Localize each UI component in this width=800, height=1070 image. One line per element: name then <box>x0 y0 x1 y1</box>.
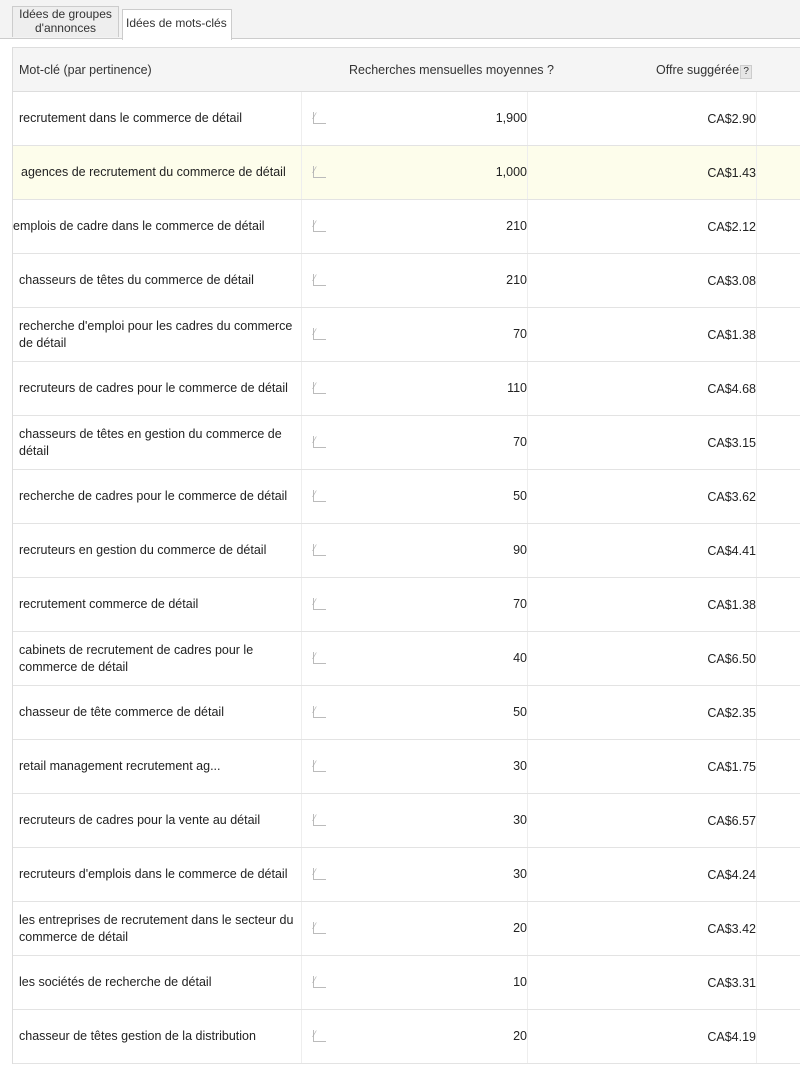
suggested-bid-cell: CA$6.57 <box>531 794 757 847</box>
trend-chart-icon[interactable]: ⁄ <box>313 166 326 178</box>
trend-chart-icon[interactable]: ⁄ <box>313 382 326 394</box>
table-row <box>13 848 800 902</box>
tab-bar <box>0 0 800 39</box>
table-row <box>13 578 800 632</box>
keyword-cell[interactable]: chasseurs de têtes en gestion du commerce de détail <box>13 416 302 469</box>
keyword-cell[interactable]: agences de recrutement du commerce de détail <box>13 146 302 199</box>
table-row <box>13 146 800 200</box>
table-row <box>13 92 800 146</box>
table-row <box>13 362 800 416</box>
table-row <box>13 740 800 794</box>
table-row <box>13 254 800 308</box>
monthly-searches-cell: 70 <box>343 308 528 361</box>
trend-chart-icon[interactable]: ⁄ <box>313 922 326 934</box>
trend-chart-icon[interactable]: ⁄ <box>313 868 326 880</box>
monthly-searches-cell: 10 <box>343 956 528 1009</box>
keyword-table <box>12 47 800 1064</box>
suggested-bid-cell: CA$3.42 <box>531 902 757 955</box>
keyword-cell[interactable]: recherche d'emploi pour les cadres du commerce de détail <box>13 308 302 361</box>
keyword-cell[interactable]: emplois de cadre dans le commerce de détail <box>13 200 302 253</box>
trend-chart-icon[interactable]: ⁄ <box>313 652 326 664</box>
trend-chart-icon[interactable]: ⁄ <box>313 976 326 988</box>
suggested-bid-cell: CA$2.90 <box>531 92 757 145</box>
keyword-cell[interactable]: retail management recrutement ag... <box>13 740 302 793</box>
suggested-bid-cell: CA$1.75 <box>531 740 757 793</box>
suggested-bid-cell: CA$4.24 <box>531 848 757 901</box>
monthly-searches-cell: 30 <box>343 848 528 901</box>
column-header-bid[interactable]: Offre suggérée <box>656 63 740 77</box>
monthly-searches-cell: 50 <box>343 470 528 523</box>
keyword-cell[interactable]: chasseurs de têtes du commerce de détail <box>13 254 302 307</box>
keyword-cell[interactable]: recrutement commerce de détail <box>13 578 302 631</box>
monthly-searches-cell: 1,000 <box>343 146 528 199</box>
keyword-cell[interactable]: chasseur de têtes gestion de la distribution <box>13 1010 302 1063</box>
keyword-cell[interactable]: recherche de cadres pour le commerce de détail <box>13 470 302 523</box>
suggested-bid-cell: CA$3.08 <box>531 254 757 307</box>
table-row <box>13 1010 800 1064</box>
trend-chart-icon[interactable]: ⁄ <box>313 436 326 448</box>
trend-chart-icon[interactable]: ⁄ <box>313 112 326 124</box>
monthly-searches-cell: 30 <box>343 794 528 847</box>
keyword-cell[interactable]: cabinets de recrutement de cadres pour le commerce de détail <box>13 632 302 685</box>
table-row <box>13 794 800 848</box>
monthly-searches-cell: 70 <box>343 416 528 469</box>
suggested-bid-cell: CA$1.43 <box>531 146 757 199</box>
keyword-cell[interactable]: recruteurs de cadres pour la vente au détail <box>13 794 302 847</box>
trend-chart-icon[interactable]: ⁄ <box>313 328 326 340</box>
keyword-cell[interactable]: recruteurs de cadres pour le commerce de détail <box>13 362 302 415</box>
keyword-cell[interactable]: les entreprises de recrutement dans le secteur du commerce de détail <box>13 902 302 955</box>
keyword-cell[interactable]: recrutement dans le commerce de détail <box>13 92 302 145</box>
keyword-cell[interactable]: les sociétés de recherche de détail <box>13 956 302 1009</box>
monthly-searches-cell: 210 <box>343 254 528 307</box>
tab-keyword-ideas[interactable]: Idées de mots-clés <box>122 9 232 40</box>
suggested-bid-cell: CA$1.38 <box>531 578 757 631</box>
trend-chart-icon[interactable]: ⁄ <box>313 544 326 556</box>
table-row <box>13 470 800 524</box>
monthly-searches-cell: 40 <box>343 632 528 685</box>
monthly-searches-cell: 70 <box>343 578 528 631</box>
monthly-searches-cell: 90 <box>343 524 528 577</box>
tab-ad-group-ideas[interactable]: Idées de groupes d'annonces <box>12 6 119 37</box>
trend-chart-icon[interactable]: ⁄ <box>313 706 326 718</box>
table-row <box>13 632 800 686</box>
trend-chart-icon[interactable]: ⁄ <box>313 814 326 826</box>
suggested-bid-cell: CA$4.41 <box>531 524 757 577</box>
table-row <box>13 308 800 362</box>
trend-chart-icon[interactable]: ⁄ <box>313 274 326 286</box>
keyword-cell[interactable]: chasseur de tête commerce de détail <box>13 686 302 739</box>
suggested-bid-cell: CA$4.68 <box>531 362 757 415</box>
column-header-keyword[interactable]: Mot-clé (par pertinence) <box>19 63 152 77</box>
monthly-searches-cell: 20 <box>343 902 528 955</box>
table-row <box>13 956 800 1010</box>
suggested-bid-cell: CA$3.62 <box>531 470 757 523</box>
suggested-bid-cell: CA$2.35 <box>531 686 757 739</box>
trend-chart-icon[interactable]: ⁄ <box>313 760 326 772</box>
table-row <box>13 200 800 254</box>
monthly-searches-cell: 210 <box>343 200 528 253</box>
trend-chart-icon[interactable]: ⁄ <box>313 490 326 502</box>
monthly-searches-cell: 30 <box>343 740 528 793</box>
monthly-searches-cell: 110 <box>343 362 528 415</box>
column-header-searches[interactable]: Recherches mensuelles moyennes ? <box>349 63 554 77</box>
table-row <box>13 416 800 470</box>
suggested-bid-cell: CA$4.19 <box>531 1010 757 1063</box>
suggested-bid-cell: CA$3.31 <box>531 956 757 1009</box>
table-row <box>13 902 800 956</box>
help-icon[interactable]: ? <box>740 65 752 79</box>
trend-chart-icon[interactable]: ⁄ <box>313 598 326 610</box>
monthly-searches-cell: 50 <box>343 686 528 739</box>
monthly-searches-cell: 20 <box>343 1010 528 1063</box>
table-row <box>13 686 800 740</box>
table-row <box>13 524 800 578</box>
monthly-searches-cell: 1,900 <box>343 92 528 145</box>
suggested-bid-cell: CA$3.15 <box>531 416 757 469</box>
suggested-bid-cell: CA$6.50 <box>531 632 757 685</box>
suggested-bid-cell: CA$1.38 <box>531 308 757 361</box>
trend-chart-icon[interactable]: ⁄ <box>313 220 326 232</box>
keyword-cell[interactable]: recruteurs d'emplois dans le commerce de détail <box>13 848 302 901</box>
table-header <box>13 48 800 92</box>
trend-chart-icon[interactable]: ⁄ <box>313 1030 326 1042</box>
keyword-cell[interactable]: recruteurs en gestion du commerce de détail <box>13 524 302 577</box>
suggested-bid-cell: CA$2.12 <box>531 200 757 253</box>
